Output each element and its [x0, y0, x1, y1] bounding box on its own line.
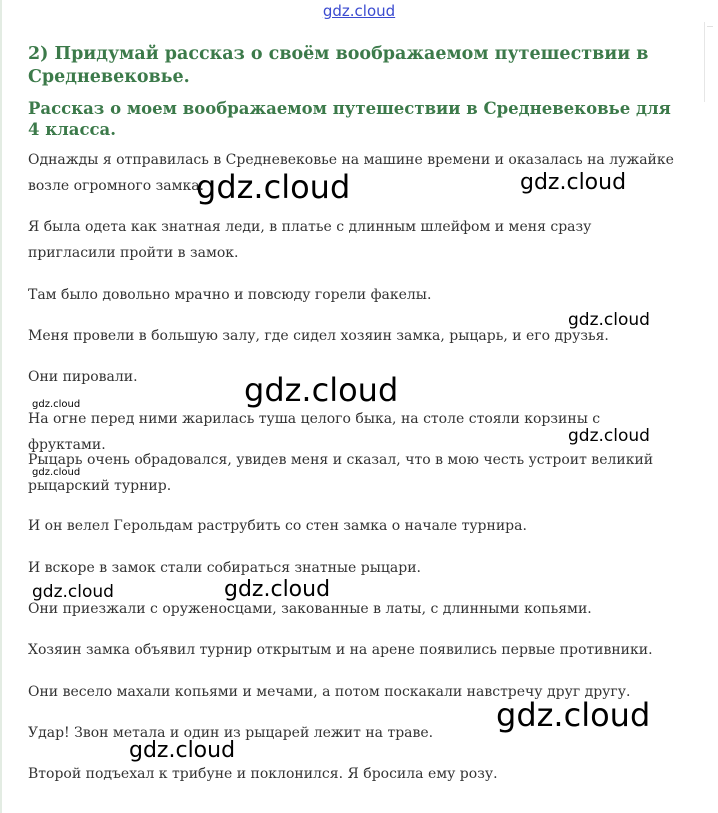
story-paragraph-13: Удар! Звон метала и один из рыцарей лежит на траве.: [28, 725, 434, 741]
watermark: gdz.cloud: [224, 577, 331, 602]
story-paragraph-1: Однажды я отправилась в Средневековье на машине времени и оказалась на лужайке возле огромного замка.: [28, 152, 674, 194]
story-paragraph-9: И вскоре в замок стали собираться знатные рыцари.: [28, 560, 421, 576]
watermark: gdz.cloud: [568, 426, 650, 446]
side-panel-line: [707, 26, 713, 27]
watermark: gdz.cloud: [496, 696, 651, 734]
story-paragraph-14: Второй подъехал к трибуне и поклонился. Я бросила ему розу.: [28, 766, 498, 782]
watermark: gdz.cloud: [568, 310, 650, 330]
answer-heading: Рассказ о моем воображаемом путешествии в Средневековье для 4 класса.: [28, 99, 671, 139]
watermark: gdz.cloud: [196, 168, 351, 206]
story-paragraph-8: И он велел Герольдам раструбить со стен замка о начале турнира.: [28, 518, 527, 534]
story-paragraph-3: Там было довольно мрачно и повсюду горели факелы.: [28, 287, 432, 303]
watermark: gdz.cloud: [520, 170, 627, 195]
left-border: [0, 0, 2, 813]
watermark: gdz.cloud: [32, 467, 81, 478]
story-paragraph-12: Они весело махали копьями и мечами, а потом поскакали навстречу друг другу.: [28, 684, 631, 700]
story-paragraph-2: Я была одета как знатная леди, в платье с длинным шлейфом и меня сразу пригласили пройти в замок.: [28, 219, 592, 261]
story-paragraph-6: На огне перед ними жарилась туша целого быка, на столе стояли корзины с фруктами.: [28, 411, 601, 453]
story-paragraph-5: Они пировали.: [28, 369, 138, 385]
story-paragraph-10: Они приезжали с оруженосцами, закованные в латы, с длинными копьями.: [28, 601, 592, 617]
site-logo-link[interactable]: gdz.cloud: [322, 2, 396, 20]
story-paragraph-4: Меня провели в большую залу, где сидел хозяин замка, рыцарь, и его друзья.: [28, 328, 609, 344]
side-panel-edge: [704, 22, 718, 102]
story-paragraph-7: Рыцарь очень обрадовался, увидев меня и сказал, что в мою честь устроит великий рыцарский турнир.: [28, 452, 654, 494]
watermark: gdz.cloud: [129, 738, 236, 763]
watermark: gdz.cloud: [32, 582, 114, 602]
watermark: gdz.cloud: [32, 399, 81, 410]
task-heading: 2) Придумай рассказ о своём воображаемом путешествии в Средневековье.: [28, 44, 649, 87]
story-paragraph-11: Хозяин замка объявил турнир открытым и на арене появились первые противники.: [28, 642, 653, 658]
watermark: gdz.cloud: [244, 371, 399, 409]
